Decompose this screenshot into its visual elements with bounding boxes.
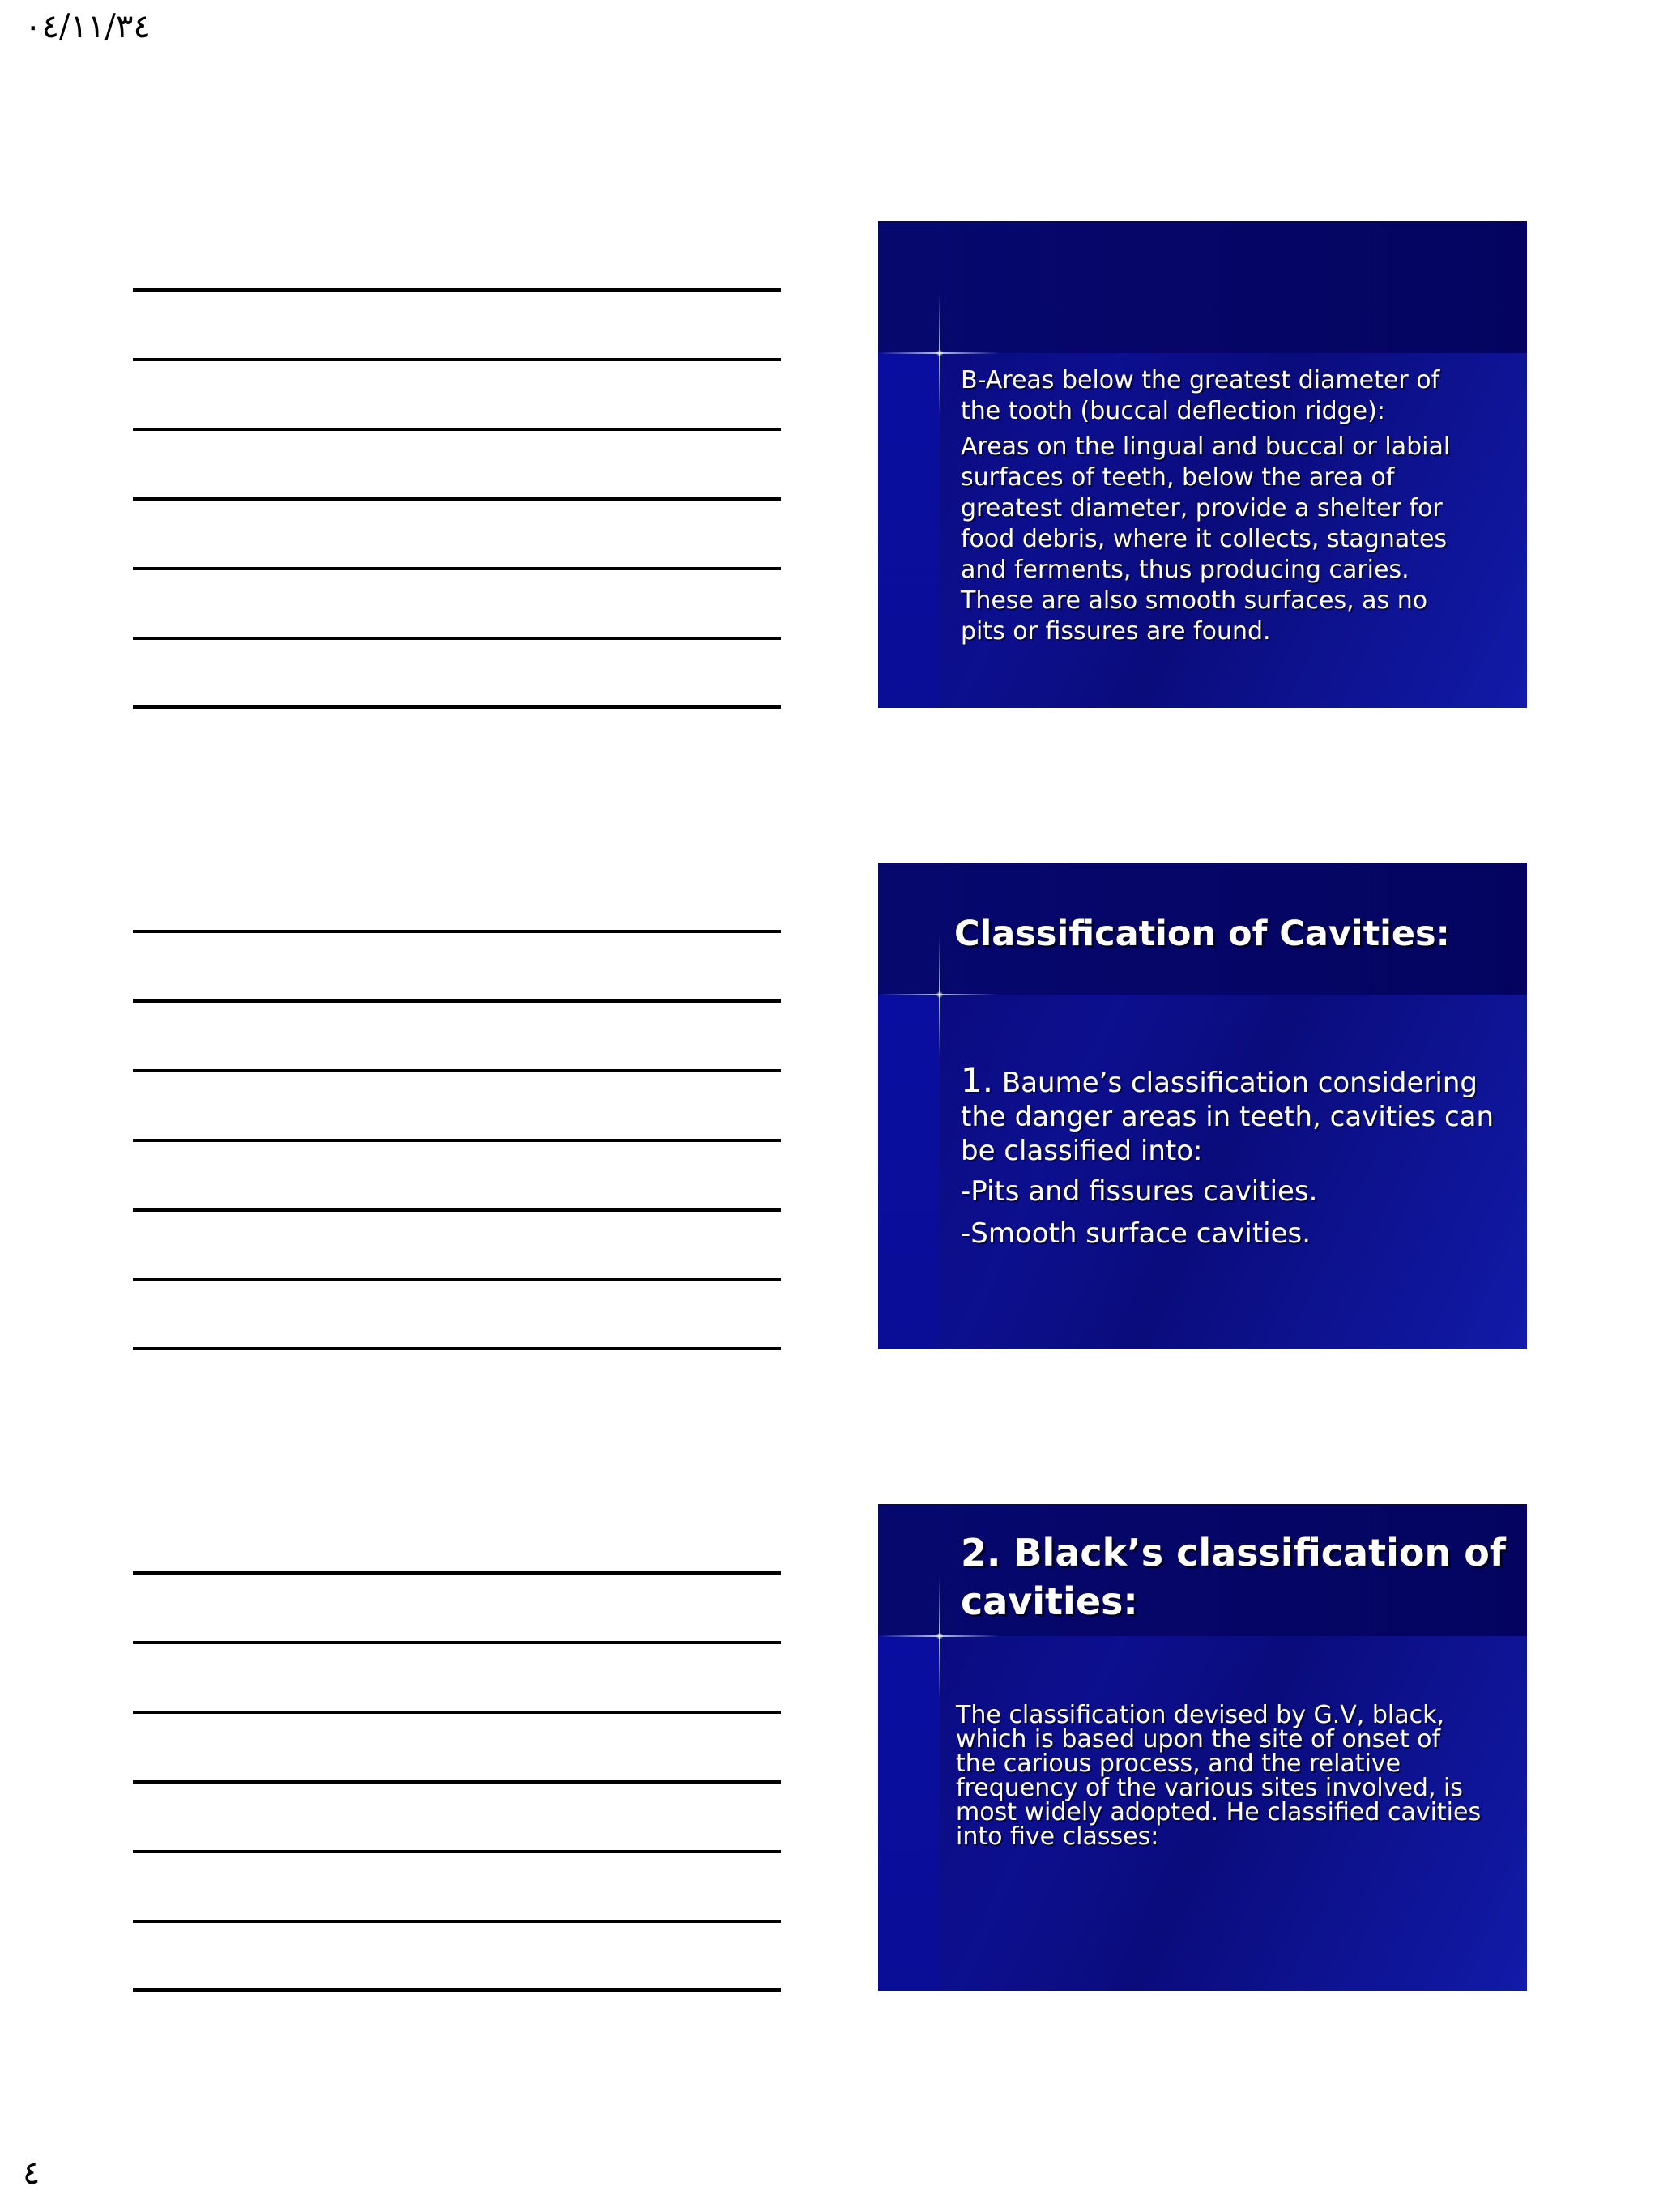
slide-1-content: [961, 365, 1479, 647]
note-line: [133, 1920, 781, 1923]
slide-title-band: [878, 221, 1527, 353]
note-line: [133, 1988, 781, 1992]
note-line: [133, 1347, 781, 1350]
note-line: [133, 1571, 781, 1575]
sparkle-decoration: [936, 350, 943, 356]
note-line: [133, 1278, 781, 1281]
slide-3-body: The classification devised by G.V, black, which is based upon the site of onset of the carious process, and the relative frequency of the various sites involved, is most widely adopted. He classified cavities into five classes:: [956, 1701, 1482, 1851]
slide-3: [878, 1504, 1527, 1991]
note-line: [133, 288, 781, 292]
note-line: [133, 1780, 781, 1784]
slide-left-band: [878, 353, 940, 708]
note-line: [133, 1711, 781, 1714]
note-line: [133, 428, 781, 431]
slide-2-bullet: -Smooth surface cavities.: [961, 1217, 1311, 1250]
slide-1: [878, 221, 1527, 708]
note-line: [133, 1641, 781, 1644]
note-line: [133, 567, 781, 570]
note-line: [133, 637, 781, 640]
slide-2-bullet: -Pits and fissures cavities.: [961, 1175, 1318, 1208]
note-line: [133, 497, 781, 501]
note-line: [133, 705, 781, 709]
note-line: [133, 1208, 781, 1212]
sparkle-decoration: [936, 1633, 943, 1639]
slide-left-band: [878, 995, 940, 1349]
slide-2-item-text: Baume’s classification considering the danger areas in teeth, cavities can be classified into:: [961, 1067, 1495, 1167]
note-line: [133, 930, 781, 933]
slide-1-heading: B-Areas below the greatest diameter of the tooth (buccal deflection ridge):: [961, 366, 1440, 425]
slide-2-content: [961, 1060, 1512, 1251]
slide-left-band: [878, 1636, 940, 1991]
slide-2-item-number: 1.: [961, 1060, 994, 1100]
page-number: ٤: [23, 2154, 41, 2192]
note-line: [133, 358, 781, 361]
note-line: [133, 999, 781, 1003]
slide-1-body: Areas on the lingual and buccal or labial surfaces of teeth, below the area of greatest diameter, provide a shelter for food debris, where it collects, stagnates and ferments, thus producing caries. These are also smooth surfaces, as no pits or fissures are found.: [961, 433, 1451, 646]
slide-2: [878, 863, 1527, 1349]
slide-2-item: [961, 1060, 1512, 1168]
note-line: [133, 1069, 781, 1072]
note-line: [133, 1850, 781, 1853]
slide-2-title: Classification of Cavities:: [954, 914, 1450, 954]
sparkle-decoration: [936, 991, 943, 998]
note-line: [133, 1139, 781, 1142]
page-date: ٠٤/١١/٣٤: [24, 8, 151, 45]
slide-3-title: 2. Black’s classification of cavities:: [961, 1531, 1506, 1623]
